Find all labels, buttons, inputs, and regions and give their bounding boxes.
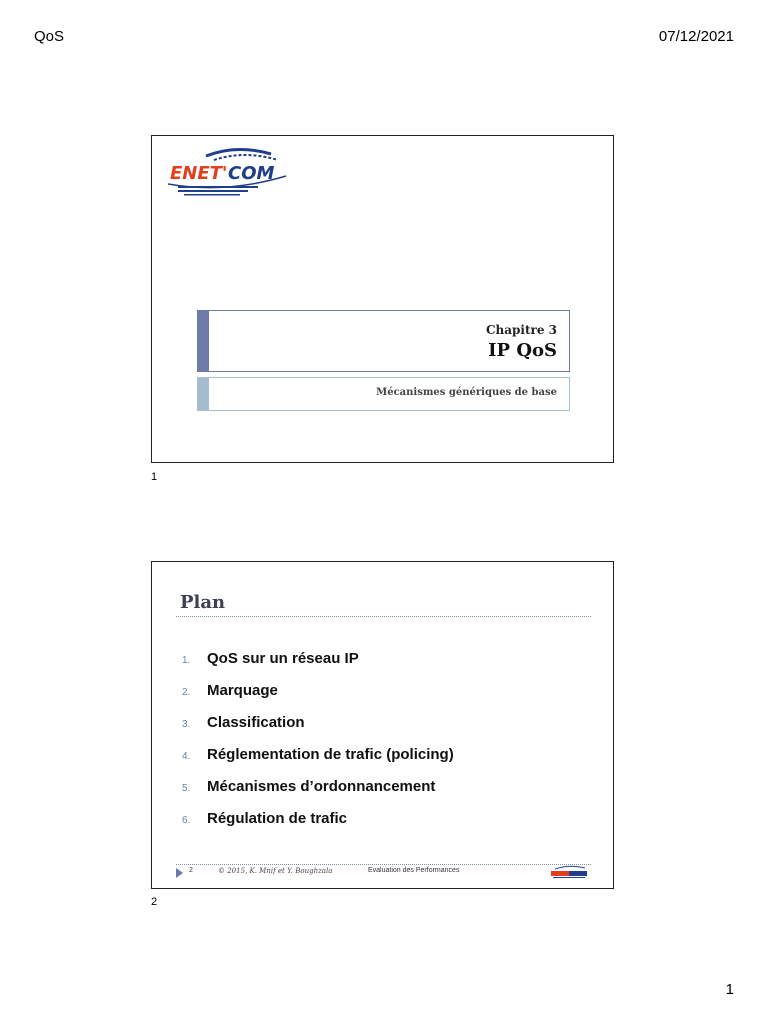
slide-subtitle: Mécanismes génériques de base [376,387,557,398]
title-accent-bar [198,311,209,371]
item-number: 3. [182,719,191,730]
list-item [182,650,454,682]
slide-title: IP QoS [488,340,557,361]
footer-slide-number: 2 [189,867,193,874]
item-number: 6. [182,815,191,826]
title-divider [176,616,591,617]
item-text: Classification [207,714,305,731]
list-item [182,714,454,746]
list-item [182,682,454,714]
page-number: 1 [725,981,734,998]
plan-list [182,650,454,842]
item-text: Marquage [207,682,278,699]
enetcom-logo [166,146,290,198]
header-left-title: QoS [34,28,65,45]
item-text: QoS sur un réseau IP [207,650,359,667]
list-item [182,778,454,810]
item-text: Réglementation de trafic (policing) [207,746,454,763]
slide-1 [151,135,614,463]
subtitle-box [197,377,570,411]
item-number: 1. [182,655,191,666]
item-number: 4. [182,751,191,762]
slide-1-number: 1 [151,471,158,483]
subtitle-accent-bar [198,378,209,410]
item-number: 2. [182,687,191,698]
slide-2-number: 2 [151,896,158,908]
enetcom-small-logo [549,864,591,880]
header-date: 07/12/2021 [658,28,734,45]
list-item [182,746,454,778]
footer-course: Evaluation des Performances [368,867,460,874]
svg-text:COM: COM [228,163,275,184]
list-item [182,810,454,842]
footer-copyright: © 2015, K. Mnif et Y. Boughzala [218,867,333,875]
item-number: 5. [182,783,191,794]
item-text: Mécanismes d’ordonnancement [207,778,436,795]
plan-title: Plan [180,592,226,613]
chapter-label: Chapitre 3 [485,323,557,337]
footer-arrow-icon [176,868,183,878]
svg-text:ENET': ENET' [170,163,228,184]
footer-divider [176,864,591,865]
slide-2 [151,561,614,889]
title-box [197,310,570,372]
item-text: Régulation de trafic [207,810,348,827]
